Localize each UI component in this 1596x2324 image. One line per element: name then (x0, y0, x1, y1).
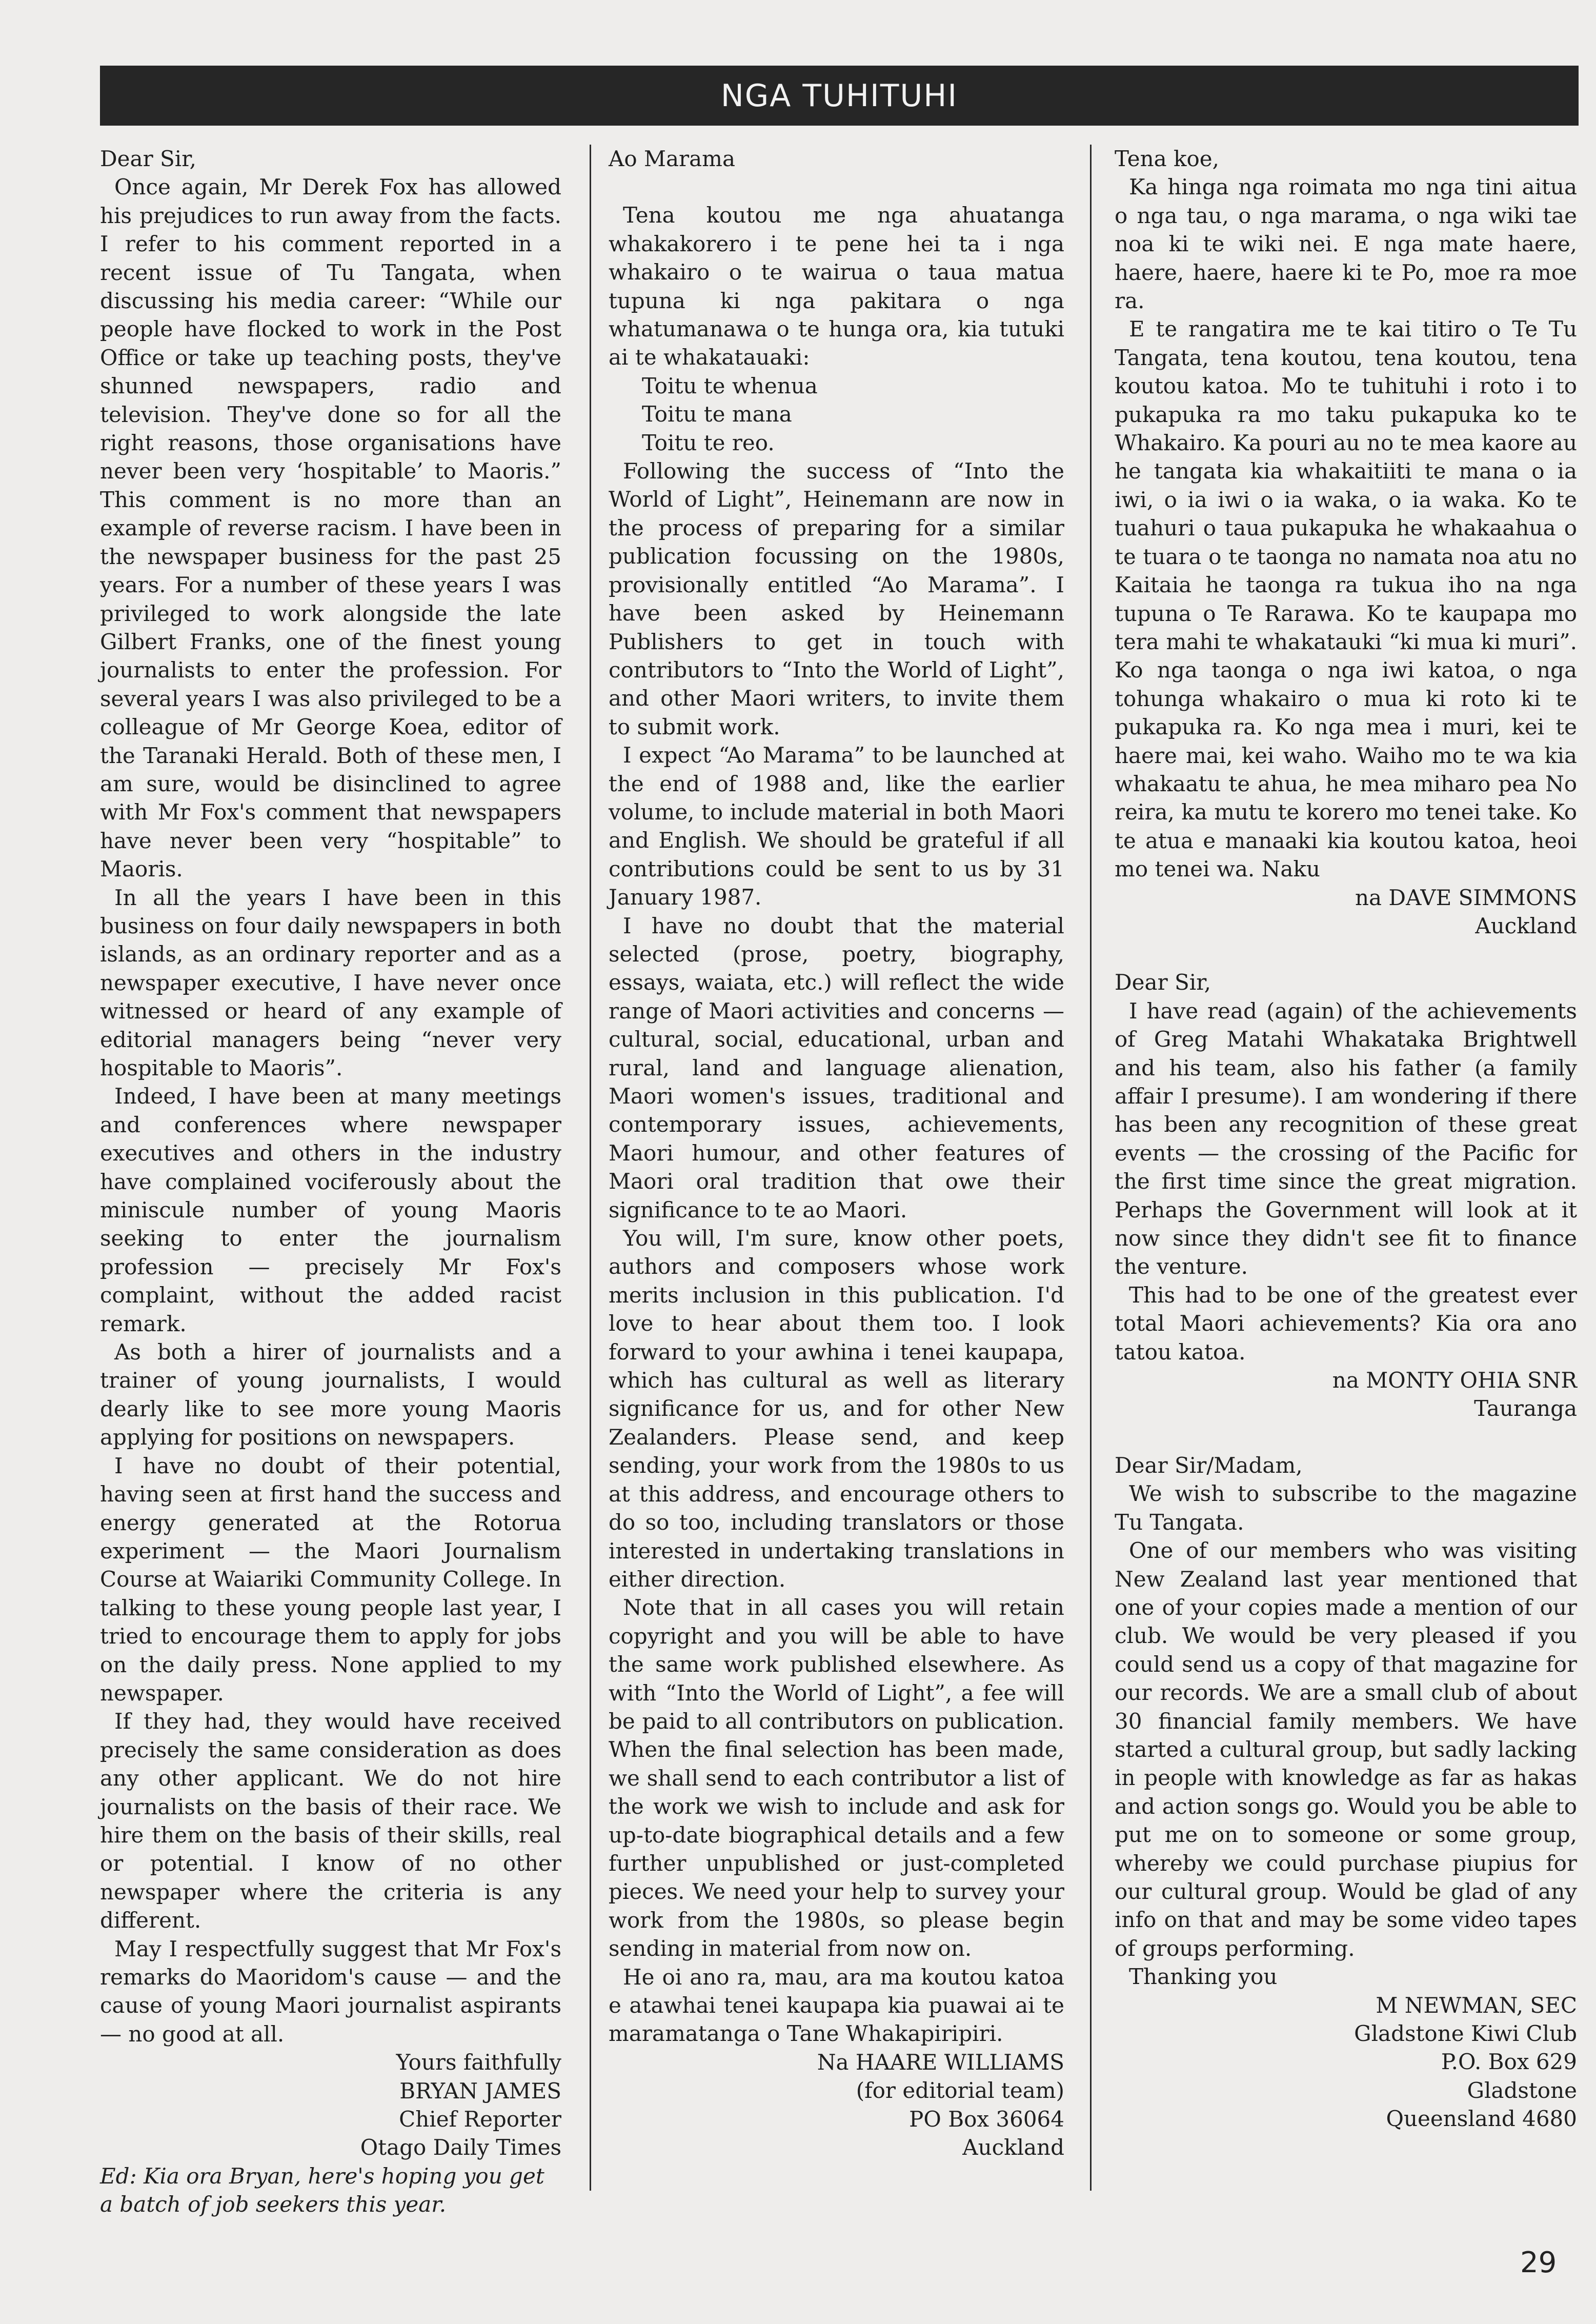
column-middle (609, 145, 1064, 2161)
letter-paragraph: Tena koutou me nga ahuatanga whakakorero i te pene hei ta i nga whakairo o te wairua o taua matua tupuna ki nga pakitara o nga whatumanawa o te hunga ora, kia tutuki ai te whakatauaki: (609, 203, 1064, 370)
letter-salutation: Tena koe, (1115, 146, 1219, 171)
letter-paragraph: We wish to subscribe to the magazine Tu Tangata. (1115, 1481, 1577, 1535)
column-divider (590, 145, 591, 2191)
letter-state: Queensland 4680 (1386, 2106, 1577, 2132)
proverb-line: Toitu te mana (642, 402, 792, 427)
letter-paragraph: I have read (again) of the achievements of Greg Matahi Whakataka Brightwell and his team, also his father (a family affair I presume). I am wondering if there has been any recognition of these great events — the crossing of the Pacific for the first time since the great migration. Perhaps the Government will look at it now since they didn't see fit to finance the venture. (1115, 998, 1577, 1279)
letter-paragraph: Indeed, I have been at many meetings and conferences where newspaper executives and others in the industry have complained vociferously about the miniscule number of young Maoris seeking to enter the journalism profession — precisely Mr Fox's complaint, without the added racist remark. (100, 1084, 561, 1336)
letter-role: (for editorial team) (856, 2078, 1064, 2103)
letter-city: Auckland (1475, 913, 1577, 938)
letter-club: Gladstone Kiwi Club (1354, 2021, 1577, 2046)
section-title: NGA TUHITUHI (720, 77, 958, 114)
letter-paragraph: E te rangatira me te kai titiro o Te Tu Tangata, tena koutou, tena koutou, tena koutou katoa. Mo te tuhituhi i roto i to pukapuka ra mo taku pukapuka ko te Whakairo. Ka pouri au no te mea kaore au he tangata kia whakaitiiti te mana o ia iwi, o ia iwi o ia waka, o ia waka. Ko te tuahuri o taua pukapuka he whakaahua o te tuara o te taonga no namata noa atu no Kaitaia he taonga ra tukua iho na nga tupuna o Te Rarawa. Ko te kaupapa mo tera mahi te whakatauki “ki mua ki muri”. Ko nga taonga o nga iwi katoa, o nga tohunga whakairo o mua ki roto ki te pukapuka ra. Ko nga mea i muri, kei te haere mai, kei waho. Waiho mo te wa kia whakaatu te ahua, he mea miharo pea No reira, ka mutu te korero mo tenei take. Ko te atua e manaaki kia koutou katoa, heoi mo tenei wa. Naku (1115, 316, 1577, 882)
letter-paragraph: As both a hirer of journalists and a trainer of young journalists, I would dearly like to see more young Maoris applying for positions on newspapers. (100, 1339, 561, 1450)
letter-paragraph: Following the success of “Into the World of Light”, Heinemann are now in the process of preparing for a similar publication focussing on the 1980s, provisionally entitled “Ao Marama”. I have been asked by Heinemann Publishers to get in touch with contributors to “Into the World of Light”, and other Maori writers, to invite them to submit work. (609, 458, 1064, 739)
letter-paragraph: You will, I'm sure, know other poets, authors and composers whose work merits inclusion in this publication. I'd love to hear about them too. I look forward to your awhina i tenei kaupapa, which has cultural as well as literary significance for us, and for other New Zealanders. Please send, and keep sending, your work from the 1980s to us at this address, and encourage others to do so too, including translators or those interested in undertaking translations in either direction. (609, 1226, 1064, 1592)
letter-signature: Na HAARE WILLIAMS (817, 2049, 1064, 2075)
letter-address: P.O. Box 629 (1441, 2049, 1577, 2075)
letter-signature: M NEWMAN, SEC (1376, 1992, 1577, 2018)
column-right (1115, 145, 1577, 2133)
letter-paragraph: Ka hinga nga roimata mo nga tini aitua o nga tau, o nga marama, o nga wiki tae noa ki te wiki nei. E nga mate haere, haere, haere, haere ki te Po, moe ra moe ra. (1115, 174, 1577, 314)
proverb-line: Toitu te reo. (642, 430, 775, 455)
letter-paragraph: Note that in all cases you will retain copyright and you will be able to have the same work published elsewhere. As with “Into the World of Light”, a fee will be paid to all contributors on publication. When the final selection has been made, we shall send to each contributor a list of the work we wish to include and ask for up-to-date biographical details and a few further unpublished or just-completed pieces. We need your help to survey your work from the 1980s, so please begin sending in material from now on. (609, 1595, 1064, 1961)
letter-paragraph: In all the years I have been in this business on four daily newspapers in both islands, as an ordinary reporter and as a newspaper executive, I have never once witnessed or heard of any example of editorial managers being “never very hospitable to Maoris”. (100, 885, 561, 1080)
letter-closing: Yours faithfully (396, 2050, 561, 2075)
section-header (100, 66, 1579, 126)
letter-paragraph: I have no doubt that the material selected (prose, poetry, biography, essays, waiata, etc.) will reflect the wide range of Maori activities and concerns — cultural, social, educational, urban and rural, land and language alienation, Maori women's issues, traditional and contemporary issues, achievements, Maori humour, and other features of Maori oral tradition that owe their significance to te ao Maori. (609, 913, 1064, 1223)
page-number: 29 (1520, 2246, 1557, 2279)
letter-paragraph: May I respectfully suggest that Mr Fox's remarks do Maoridom's cause — and the cause of young Maori journalist aspirants — no good at all. (100, 1936, 561, 2047)
letter-closing: Thanking you (1129, 1964, 1278, 1990)
letter-paragraph: This had to be one of the greatest ever total Maori achievements? Kia ora ano tatou katoa. (1115, 1282, 1577, 1365)
editor-note: Ed: Kia ora Bryan, here's hoping you get a batch of job seekers this year. (100, 2163, 544, 2217)
column-divider (1090, 145, 1092, 2191)
letter-address: PO Box 36064 (909, 2106, 1064, 2132)
letter-city: Tauranga (1474, 1396, 1577, 1421)
letter-paragraph: If they had, they would have received precisely the same consideration as does any other applicant. We do not hire journalists on the basis of their race. We hire them on the basis of their skills, real or potential. I know of no other newspaper where the criteria is any different. (100, 1709, 561, 1933)
proverb-line: Toitu te whenua (642, 373, 818, 398)
letter-salutation: Dear Sir, (1115, 970, 1211, 995)
letter-town: Gladstone (1467, 2077, 1577, 2103)
letter-heading: Ao Marama (609, 146, 735, 171)
letter-signature: BRYAN JAMES (399, 2078, 561, 2103)
letter-signature: na DAVE SIMMONS (1355, 885, 1577, 910)
letter-salutation: Dear Sir/Madam, (1115, 1452, 1303, 1478)
letter-city: Auckland (962, 2135, 1064, 2160)
letter-salutation: Dear Sir, (100, 146, 197, 171)
letter-paragraph: Once again, Mr Derek Fox has allowed his prejudices to run away from the facts. I refer to his comment reported in a recent issue of Tu Tangata, when discussing his media career: “While our people have flocked to work in the Post Office or take up teaching posts, they've shunned newspapers, radio and television. They've done so for all the right reasons, those organisations have never been very ‘hospitable’ to Maoris.” This comment is no more than an example of reverse racism. I have been in the newspaper business for the past 25 years. For a number of these years I was privileged to work alongside the late Gilbert Franks, one of the finest young journalists to enter the profession. For several years I was also privileged to be a colleague of Mr George Koea, editor of the Taranaki Herald. Both of these men, I am sure, would be disinclined to agree with Mr Fox's comment that newspapers have never been very “hospitable” to Maoris. (100, 174, 561, 882)
letter-paragraph: One of our members who was visiting New Zealand last year mentioned that one of your copies made a mention of our club. We would be very pleased if you could send us a copy of that magazine for our records. We are a small club of about 30 financial family members. We have started a cultural group, but sadly lacking in people with knowledge as far as hakas and action songs go. Would you be able to put me on to someone or some group, whereby we could purchase piupius for our cultural group. Would be glad of any info on that and may be some video tapes of groups performing. (1115, 1538, 1577, 1961)
letter-paragraph: He oi ano ra, mau, ara ma koutou katoa e atawhai tenei kaupapa kia puawai ai te maramatanga o Tane Whakapiripiri. (609, 1964, 1064, 2047)
column-left (100, 145, 561, 2219)
letter-paragraph: I expect “Ao Marama” to be launched at the end of 1988 and, like the earlier volume, to include material in both Maori and English. We should be grateful if all contributions could be sent to us by 31 January 1987. (609, 743, 1064, 910)
letter-position: Chief Reporter (399, 2107, 561, 2132)
letter-paragraph: I have no doubt of their potential, having seen at first hand the success and energy generated at the Rotorua experiment — the Maori Journalism Course at Waiariki Community College. In talking to these young people last year, I tried to encourage them to apply for jobs on the daily press. None applied to my newspaper. (100, 1453, 561, 1706)
letter-signature: na MONTY OHIA SNR (1332, 1368, 1577, 1393)
letter-organisation: Otago Daily Times (360, 2135, 561, 2160)
